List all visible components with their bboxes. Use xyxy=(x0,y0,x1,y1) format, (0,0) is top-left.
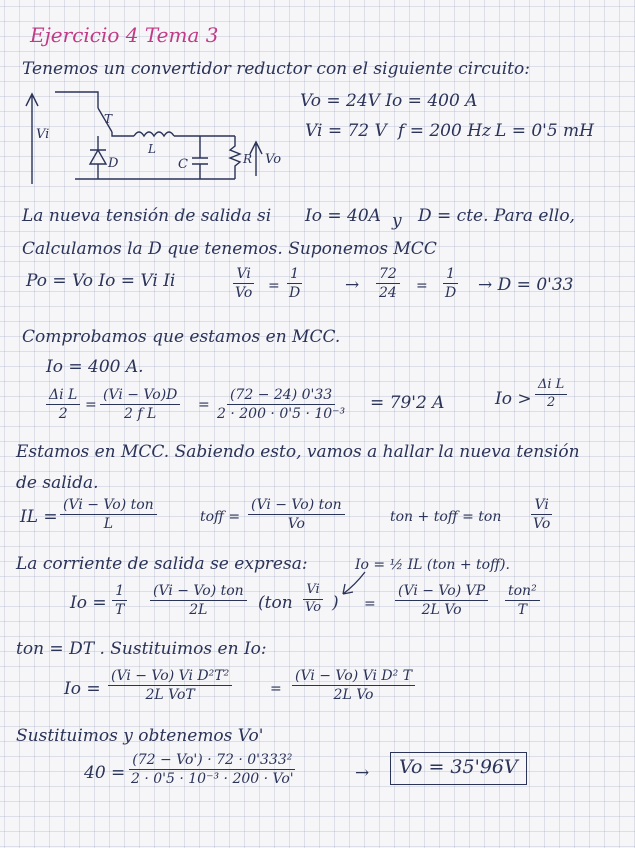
ripple-eq-1: = xyxy=(85,397,97,413)
resistor-r xyxy=(230,136,240,179)
io-sub-a xyxy=(108,668,232,703)
ratio-vi-vo-den: Vo xyxy=(235,285,253,302)
circuit-label-l: L xyxy=(148,142,156,156)
diode-d xyxy=(90,150,106,164)
io-deriv-a-num: 1 xyxy=(112,583,127,601)
final-arrow: → xyxy=(355,763,370,783)
ratio-one-d-2 xyxy=(442,266,459,301)
io-deriv-d xyxy=(395,583,488,618)
given-vi: Vi = 72 V xyxy=(305,121,387,141)
period-sum-num: Vi xyxy=(531,497,551,515)
io-deriv-paren-close: ) xyxy=(332,593,339,613)
given-l: L = 0'5 mH xyxy=(495,121,594,141)
il-frac xyxy=(60,497,157,532)
toff-label: toff = xyxy=(200,509,241,525)
arrow-1: → xyxy=(345,275,360,295)
ripple-numeric-num: (72 − 24) 0'33 xyxy=(227,387,335,405)
final-lhs: 40 = xyxy=(84,763,126,783)
duty-cycle-result: → D = 0'33 xyxy=(478,275,574,295)
given-line-1: Vo = 24V Io = 400 A xyxy=(300,91,478,111)
period-sum-frac xyxy=(530,497,553,532)
ratio-eq-1: = xyxy=(268,278,280,294)
io-deriv-e-den: T xyxy=(517,602,528,619)
ratio-vi-vo-num: Vi xyxy=(233,266,253,284)
toff-frac-den: Vo xyxy=(287,516,305,533)
ripple-formula-den: 2 f L xyxy=(124,406,157,423)
ratio-one-d xyxy=(286,266,303,301)
ratio-one-d-den: D xyxy=(289,285,301,302)
io-deriv-b-den: 2L xyxy=(189,602,208,619)
p6-line1: Sustituimos y obtenemos Vo' xyxy=(16,726,264,746)
io-deriv-d-num: (Vi − Vo) VP xyxy=(395,583,488,601)
ratio-72-24 xyxy=(376,266,400,301)
circuit-label-d: D xyxy=(108,156,119,171)
io-deriv-paren-open: (ton xyxy=(258,593,293,613)
power-balance: Po = Vo Io = Vi Ii xyxy=(26,271,176,291)
p2-heading: Comprobamos que estamos en MCC. xyxy=(22,327,341,347)
ratio-one-d-num: 1 xyxy=(287,266,302,284)
period-sum-den: Vo xyxy=(533,516,551,533)
io-deriv-a-den: T xyxy=(115,602,125,619)
io-deriv-e xyxy=(505,583,540,618)
io-deriv-c-num: Vi xyxy=(303,583,322,600)
p3-line1: Estamos en MCC. Sabiendo esto, vamos a hallar la nueva tensión xyxy=(16,442,580,462)
circuit-label-r: R xyxy=(243,152,253,166)
io-deriv-d-den: 2L Vo xyxy=(421,602,462,619)
toff-frac-num: (Vi − Vo) ton xyxy=(248,497,345,515)
io-sub-b-den: 2L Vo xyxy=(333,687,374,704)
io-expression: Io = ½ IL (ton + toff). xyxy=(355,557,510,573)
p1-line2: Calculamos la D que tenemos. Suponemos MCC xyxy=(22,239,437,259)
io-sub-b-num: (Vi − Vo) Vi D² T xyxy=(292,668,415,686)
ripple-eq-2: = xyxy=(198,397,210,413)
mcc-condition-frac xyxy=(535,378,567,411)
ripple-formula xyxy=(100,387,180,422)
circuit-label-vo: Vo xyxy=(265,152,282,167)
il-frac-num: (Vi − Vo) ton xyxy=(60,497,157,515)
p1-line1-a: La nueva tensión de salida si xyxy=(22,206,272,226)
p5-line1: ton = DT . Sustituimos en Io: xyxy=(16,639,267,659)
mcc-condition-den: 2 xyxy=(547,394,556,410)
p1-line1-c: y xyxy=(392,211,402,231)
ripple-half-den: 2 xyxy=(58,406,68,423)
final-result-box: Vo = 35'96V xyxy=(390,752,527,785)
top-wire xyxy=(55,92,98,108)
io-deriv-eq: = xyxy=(364,596,376,612)
ratio-eq-2: = xyxy=(416,278,428,294)
ripple-half-num: Δi L xyxy=(46,387,80,405)
ratio-vi-vo xyxy=(232,266,255,301)
io-deriv-b xyxy=(150,583,247,618)
io-sub-eq: = xyxy=(270,681,282,697)
il-frac-den: L xyxy=(103,516,113,533)
p4-line1: La corriente de salida se expresa: xyxy=(16,554,308,574)
io-deriv-c xyxy=(302,583,324,616)
ripple-numeric-den: 2 · 200 · 0'5 · 10⁻³ xyxy=(217,406,346,423)
p1-line1-d: D = cte. Para ello, xyxy=(418,206,575,226)
final-frac-den: 2 · 0'5 · 10⁻³ · 200 · Vo' xyxy=(131,771,294,788)
io-sub-b xyxy=(292,668,415,703)
io-sub-label: Io = xyxy=(64,679,101,699)
p3-line2: de salida. xyxy=(16,473,99,493)
ratio-one-d-2-num: 1 xyxy=(443,266,458,284)
io-value: Io = 400 A. xyxy=(46,357,144,377)
mcc-condition-label: Io > xyxy=(495,389,532,409)
circuit-label-t: T xyxy=(104,112,113,126)
toff-frac xyxy=(248,497,345,532)
circuit-label-c: C xyxy=(178,157,188,172)
given-f: f = 200 Hz xyxy=(398,121,491,141)
final-frac xyxy=(128,752,297,787)
ratio-72-24-num: 72 xyxy=(376,266,400,284)
switch-wire xyxy=(112,132,134,136)
final-frac-num: (72 − Vo') · 72 · 0'333² xyxy=(129,752,295,770)
io-sub-a-den: 2L VoT xyxy=(145,687,195,704)
ratio-one-d-2-den: D xyxy=(445,285,457,302)
p1-line1-b: Io = 40A xyxy=(305,206,381,226)
io-deriv-a xyxy=(112,583,127,618)
intro-text: Tenemos un convertidor reductor con el siguiente circuito: xyxy=(22,59,530,79)
mcc-condition-num: Δi L xyxy=(535,378,567,395)
io-deriv-b-num: (Vi − Vo) ton xyxy=(150,583,247,601)
ripple-formula-num: (Vi − Vo)D xyxy=(100,387,180,405)
io-deriv-c-den: Vo xyxy=(305,599,322,615)
ripple-result: = 79'2 A xyxy=(370,393,445,413)
circuit-label-vi: Vi xyxy=(36,127,50,142)
period-sum-label: ton + toff = ton xyxy=(390,509,502,525)
ripple-half xyxy=(46,387,80,422)
io-deriv-e-num: ton² xyxy=(505,583,540,601)
ratio-72-24-den: 24 xyxy=(379,285,397,302)
ripple-numeric xyxy=(214,387,348,422)
io-sub-a-num: (Vi − Vo) Vi D²T² xyxy=(108,668,232,686)
buck-converter-circuit xyxy=(20,84,280,194)
io-derivation-label: Io = xyxy=(70,593,107,613)
il-label: IL = xyxy=(20,507,58,527)
capacitor-wire xyxy=(192,136,208,179)
page-title: Ejercicio 4 Tema 3 xyxy=(30,23,219,47)
inductor-l xyxy=(134,132,174,136)
